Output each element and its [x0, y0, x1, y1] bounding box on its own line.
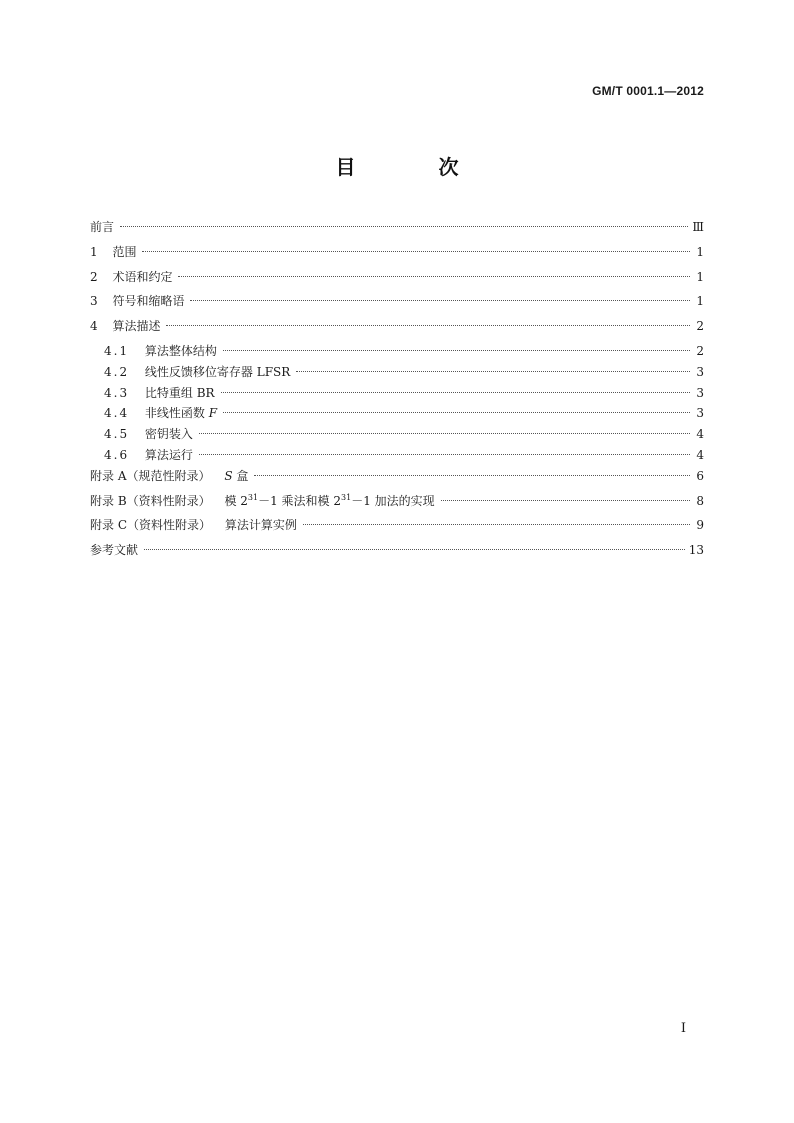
dot-leader — [199, 433, 690, 434]
dot-leader — [441, 500, 690, 501]
dot-leader — [254, 475, 690, 476]
toc-page-number: 8 — [696, 493, 704, 508]
toc-entry-label: 附录 B（资料性附录） — [90, 493, 211, 508]
toc-entry-number: 4.6 — [104, 447, 130, 462]
toc-entry-4-5[interactable] — [90, 425, 704, 446]
dot-leader — [120, 226, 688, 227]
toc-entry-number: 4.3 — [104, 385, 130, 400]
toc-entry-symbols[interactable] — [90, 292, 704, 317]
toc-entry-label: 术语和约定 — [112, 269, 173, 284]
toc-entry-number: 2 — [90, 269, 99, 284]
dot-leader — [166, 325, 690, 326]
dot-leader — [199, 454, 690, 455]
toc-entry-terms[interactable] — [90, 268, 704, 293]
toc-entry-algorithm[interactable] — [90, 317, 704, 342]
toc-entry-label: 参考文献 — [90, 543, 139, 558]
toc-entry-references[interactable] — [90, 541, 704, 566]
toc-entry-number: 3 — [90, 294, 99, 309]
toc-entry-4-2[interactable] — [90, 363, 704, 384]
dot-leader — [223, 412, 690, 413]
dot-leader — [142, 251, 690, 252]
toc-page-number: 6 — [696, 468, 704, 483]
toc-entry-foreword[interactable] — [90, 218, 704, 243]
toc-page-number: 3 — [696, 406, 704, 421]
toc-page-number: 13 — [688, 543, 704, 558]
toc-page-number: 1 — [696, 269, 704, 284]
toc-entry-label: 附录 A（规范性附录） — [90, 468, 211, 483]
toc-entry-label: 密钥装入 — [144, 427, 193, 442]
toc-page-number: 4 — [696, 447, 704, 462]
exponent: 31 — [341, 492, 352, 502]
function-symbol: F — [208, 406, 218, 421]
table-of-contents — [90, 218, 704, 566]
toc-entry-4-6[interactable] — [90, 446, 704, 467]
dot-leader — [190, 300, 690, 301]
toc-entry-label: 非线性函数 — [144, 406, 205, 421]
page-number: I — [680, 1021, 686, 1036]
exponent: 31 — [247, 492, 259, 502]
toc-entry-4-3[interactable] — [90, 384, 704, 405]
toc-entry-label: 比特重组 BR — [144, 385, 215, 400]
toc-entry-number: 4 — [90, 319, 99, 334]
dot-leader — [223, 350, 690, 351]
toc-page-number: 2 — [696, 343, 704, 358]
toc-entry-scope[interactable] — [90, 243, 704, 268]
toc-page-number: 1 — [696, 294, 704, 309]
toc-page-number: 3 — [696, 385, 704, 400]
formula-part: －1 加法的实现 — [351, 493, 435, 508]
toc-page-number: Ⅲ — [692, 220, 704, 234]
dot-leader — [178, 276, 690, 277]
toc-entry-number: 1 — [90, 244, 99, 259]
toc-entry-annex-c[interactable] — [90, 516, 704, 541]
formula-part: －1 乘法和模 2 — [258, 493, 342, 508]
toc-entry-annex-a[interactable] — [90, 467, 704, 492]
toc-entry-4-4[interactable] — [90, 404, 704, 425]
standard-code: GM/T 0001.1—2012 — [592, 84, 704, 98]
formula-part: 模 2 — [224, 493, 248, 508]
toc-entry-label: 前言 — [90, 220, 115, 234]
toc-page-number: 2 — [696, 319, 704, 334]
dot-leader — [144, 549, 685, 550]
toc-page-number: 4 — [696, 427, 704, 442]
toc-entry-label: 算法整体结构 — [144, 343, 217, 358]
sbox-symbol: S — [224, 468, 233, 483]
toc-entry-label: 附录 C（资料性附录） — [90, 518, 211, 533]
toc-entry-annex-b[interactable] — [90, 492, 704, 517]
toc-page-number: 1 — [696, 244, 704, 259]
toc-entry-label: 范围 — [112, 244, 137, 259]
toc-entry-number: 4.1 — [104, 343, 130, 358]
toc-entry-number: 4.2 — [104, 364, 130, 379]
toc-entry-number: 4.5 — [104, 427, 130, 442]
toc-page-number: 3 — [696, 364, 704, 379]
toc-entry-4-1[interactable] — [90, 342, 704, 363]
toc-entry-label: 线性反馈移位寄存器 LFSR — [144, 364, 291, 379]
dot-leader — [221, 392, 690, 393]
toc-entry-label-tail: 算法计算实例 — [224, 518, 297, 533]
toc-entry-number: 4.4 — [104, 406, 130, 421]
toc-entry-label: 符号和缩略语 — [112, 294, 185, 309]
toc-entry-label: 算法运行 — [144, 447, 193, 462]
dot-leader — [296, 371, 690, 372]
dot-leader — [303, 524, 690, 525]
toc-entry-label-tail: 盒 — [236, 468, 249, 483]
toc-page-number: 9 — [696, 518, 704, 533]
page-title: 目 次 — [335, 155, 497, 179]
toc-entry-label: 算法描述 — [112, 319, 161, 334]
